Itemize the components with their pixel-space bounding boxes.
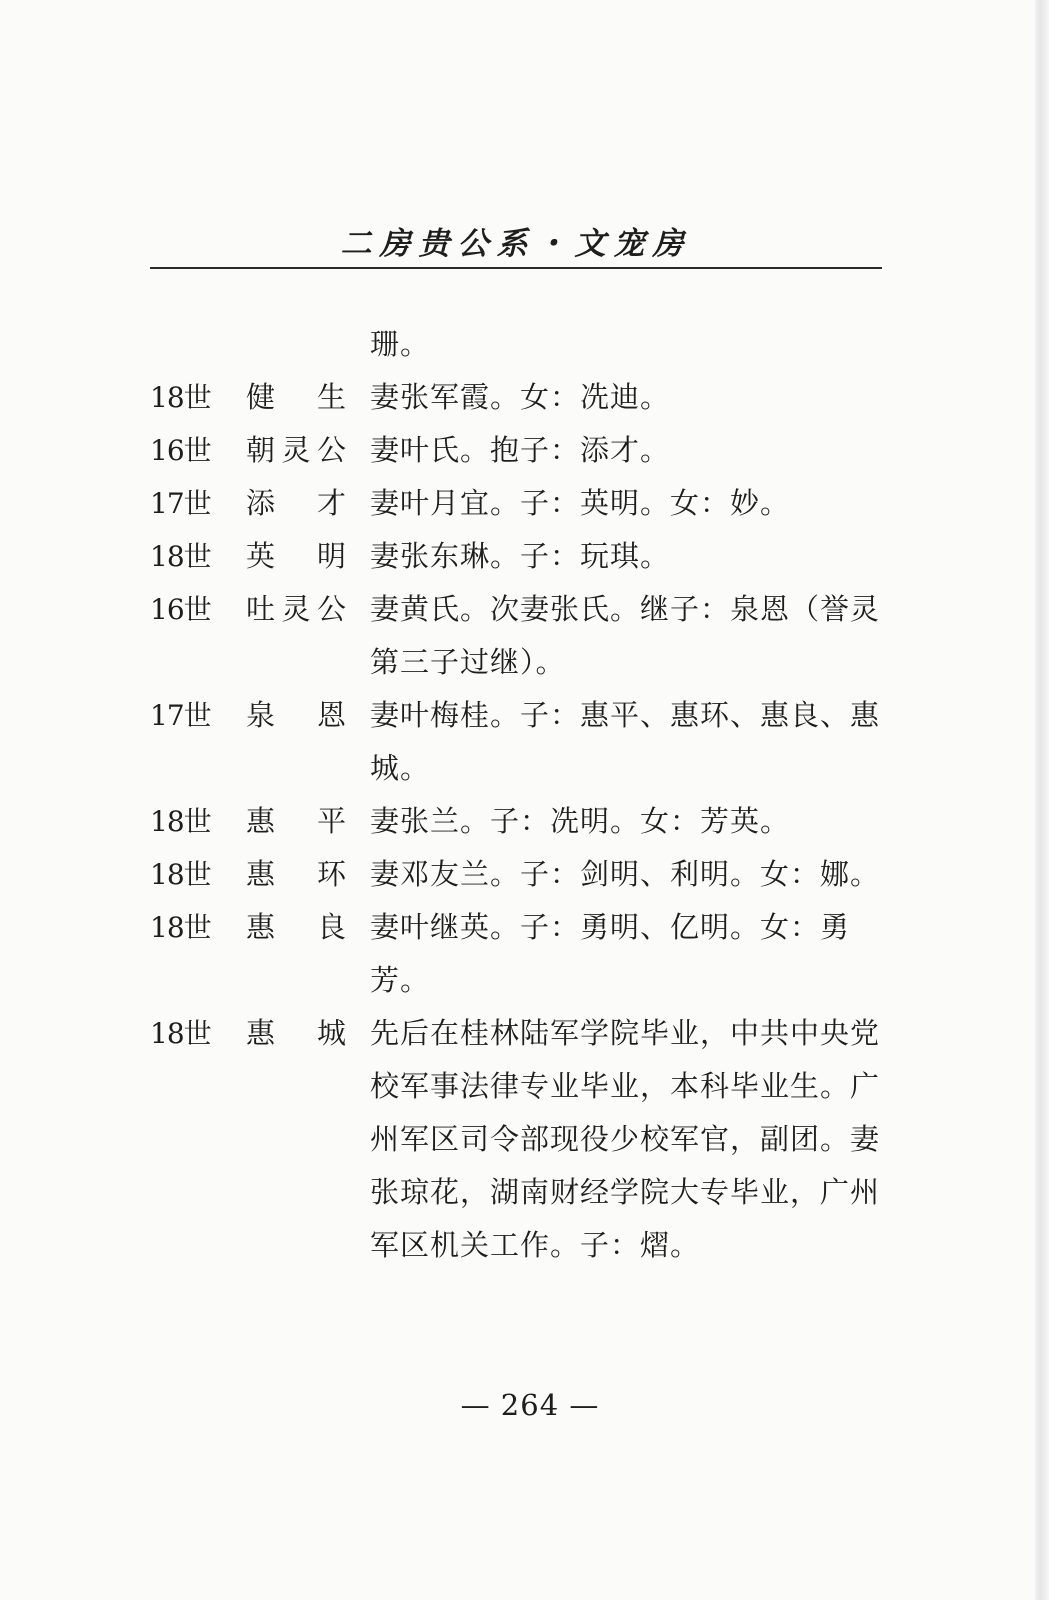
entry-generation: 18世	[150, 911, 211, 944]
entry-name: 朝灵公	[246, 433, 346, 467]
entry-yingming	[150, 530, 910, 583]
page-edge	[1035, 0, 1049, 1600]
entry-text: 妻邓友兰。子：剑明、利明。女：娜。	[370, 857, 881, 891]
entry-quanen	[150, 689, 910, 795]
entry-tiancai	[150, 477, 910, 530]
entry-name: 惠平	[246, 804, 346, 838]
entry-name: 英明	[246, 539, 346, 573]
genealogy-entries	[150, 318, 910, 1272]
entry-text: 妻叶梅桂。子：惠平、惠环、惠良、惠城。	[370, 698, 881, 785]
entry-text: 妻叶继英。子：勇明、亿明。女：勇芳。	[370, 910, 851, 997]
entry-text: 妻叶氏。抱子：添才。	[370, 433, 671, 467]
entry-text: 妻张军霞。女：冼迪。	[370, 380, 671, 414]
entry-name: 添才	[246, 486, 346, 520]
entry-name: 惠城	[246, 1016, 346, 1050]
entry-text: 妻张东琳。子：玩琪。	[370, 539, 671, 573]
entry-huicheng	[150, 1007, 910, 1272]
entry-generation: 16世	[150, 593, 211, 626]
entry-text: 妻叶月宜。子：英明。女：妙。	[370, 486, 791, 520]
entry-name: 泉恩	[246, 698, 346, 732]
entry-generation: 17世	[150, 699, 211, 732]
entry-chaolinggong	[150, 424, 910, 477]
entry-text: 妻黄氏。次妻张氏。继子：泉恩（誉灵第三子过继）。	[370, 592, 881, 679]
entry-name: 健生	[246, 380, 346, 414]
entry-generation: 17世	[150, 487, 211, 520]
entry-name: 惠良	[246, 910, 346, 944]
page-header-title: 二房贵公系・文宠房	[340, 226, 692, 262]
entry-huiliang	[150, 901, 910, 1007]
entry-tulinggong	[150, 583, 910, 689]
page-number: — 264 —	[460, 1388, 600, 1422]
entry-continuation	[150, 318, 910, 371]
entry-huiping	[150, 795, 910, 848]
entry-generation: 18世	[150, 805, 211, 838]
entry-text: 珊。	[370, 327, 431, 361]
entry-generation: 18世	[150, 858, 211, 891]
entry-text: 妻张兰。子：冼明。女：芳英。	[370, 804, 791, 838]
entry-generation: 18世	[150, 540, 211, 573]
entry-huihuan	[150, 848, 910, 901]
entry-name: 吐灵公	[246, 592, 346, 626]
entry-generation: 18世	[150, 1017, 211, 1050]
entry-text: 先后在桂林陆军学院毕业，中共中央党校军事法律专业毕业，本科毕业生。广州军区司令部现役少校军官，副团。妻张琼花，湖南财经学院大专毕业，广州军区机关工作。子：熠。	[370, 1016, 881, 1262]
entry-jiansheng	[150, 371, 910, 424]
header-rule	[150, 267, 882, 269]
entry-name: 惠环	[246, 857, 346, 891]
entry-generation: 18世	[150, 381, 211, 414]
entry-generation: 16世	[150, 434, 211, 467]
